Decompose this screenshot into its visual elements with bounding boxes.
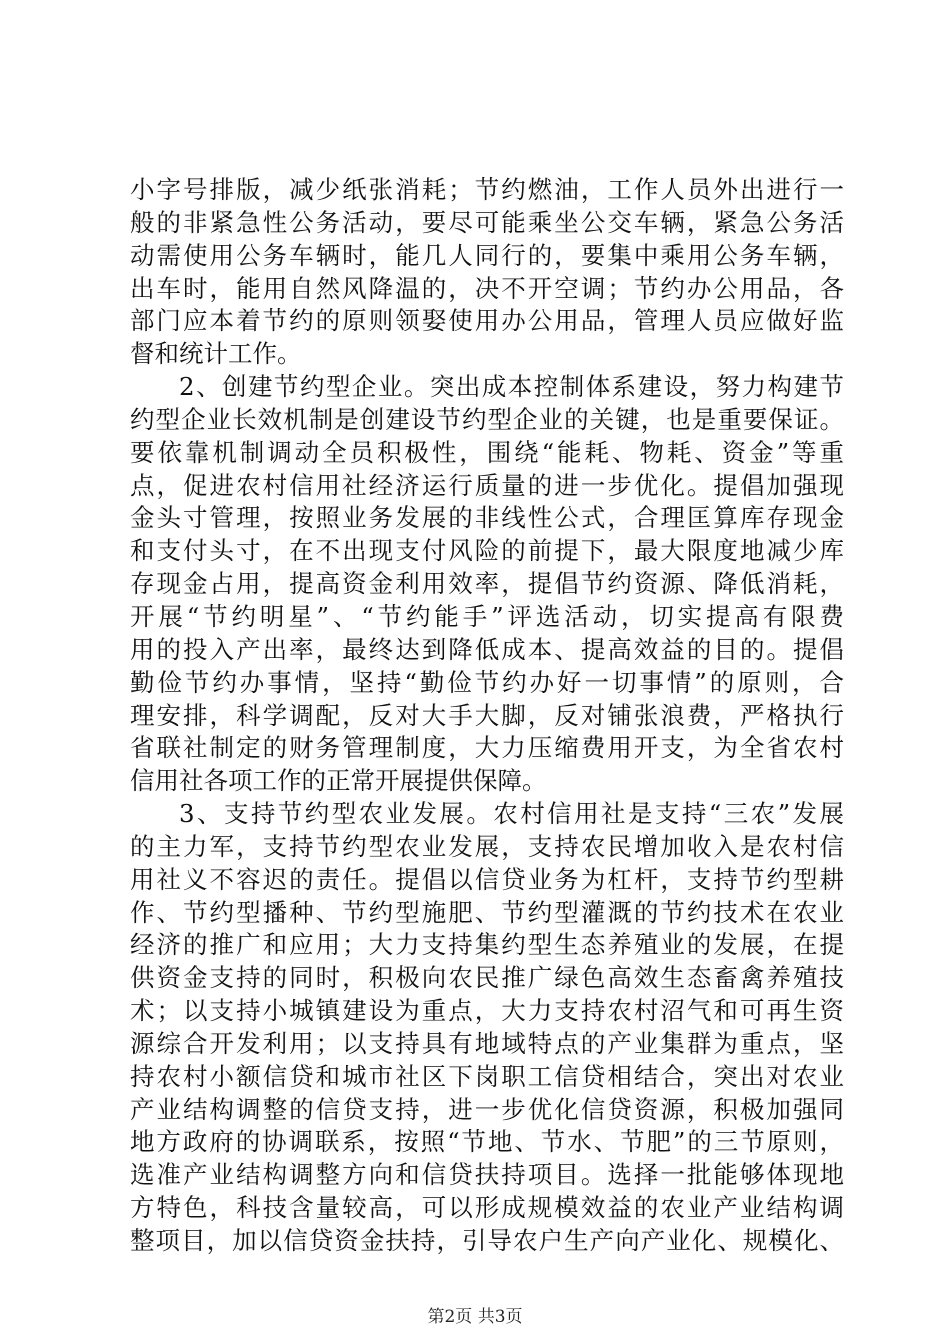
text-line: 和支付头寸，在不出现支付风险的前提下，最大限度地减少库 [130, 536, 844, 566]
text-line: 经济的推广和应用；大力支持集约型生态养殖业的发展，在提 [130, 930, 844, 960]
text-line: 持农村小额信贷和城市社区下岗职工信贷相结合，突出对农业 [130, 1061, 844, 1091]
text-line: 点，促进农村信用社经济运行质量的进一步优化。提倡加强现 [130, 470, 844, 500]
text-line: 的主力军，支持节约型农业发展，支持农民增加收入是农村信 [130, 831, 844, 861]
text-line: 部门应本着节约的原则领娶使用办公用品，管理人员应做好监 [130, 306, 844, 336]
text-line: 开展“节约明星”、“节约能手”评选活动，切实提高有限费 [130, 601, 844, 631]
text-line: 约型企业长效机制是创建设节约型企业的关键，也是重要保证。 [130, 404, 844, 434]
text-line: 方特色，科技含量较高，可以形成规模效益的农业产业结构调 [130, 1193, 844, 1223]
page-footer: 第2页 共3页 [427, 1307, 523, 1327]
text-line: 省联社制定的财务管理制度，大力压缩费用开支，为全省农村 [130, 733, 844, 763]
text-line: 般的非紧急性公务活动，要尽可能乘坐公交车辆，紧急公务活 [130, 207, 844, 237]
text-line: 作、节约型播种、节约型施肥、节约型灌溉的节约技术在农业 [130, 897, 844, 927]
text-line: 存现金占用，提高资金利用效率，提倡节约资源、降低消耗， [130, 569, 844, 599]
text-line: 供资金支持的同时，积极向农民推广绿色高效生态畜禽养殖技 [130, 963, 844, 993]
text-line: 理安排，科学调配，反对大手大脚，反对铺张浪费，严格执行 [130, 700, 844, 730]
text-line: 源综合开发利用；以支持具有地域特点的产业集群为重点，坚 [130, 1028, 844, 1058]
text-line: 督和统计工作。 [130, 339, 302, 369]
document-body [130, 174, 844, 1258]
text-line: 出车时，能用自然风降温的，决不开空调；节约办公用品，各 [130, 273, 844, 303]
text-line: 术；以支持小城镇建设为重点，大力支持农村沼气和可再生资 [130, 996, 844, 1026]
text-line: 小字号排版，减少纸张消耗；节约燃油，工作人员外出进行一 [130, 175, 844, 204]
text-line: 信用社各项工作的正常开展提供保障。 [130, 766, 547, 796]
text-line: 勤俭节约办事情，坚持“勤俭节约办好一切事情”的原则，合 [130, 667, 844, 697]
text-line: 选准产业结构调整方向和信贷扶持项目。选择一批能够体现地 [130, 1160, 844, 1190]
text-line: 2、创建节约型企业。突出成本控制体系建设，努力构建节 [179, 372, 844, 402]
text-line: 用的投入产出率，最终达到降低成本、提高效益的目的。提倡 [130, 634, 844, 664]
text-line: 要依靠机制调动全员积极性，围绕“能耗、物耗、资金”等重 [130, 437, 844, 467]
text-line: 动需使用公务车辆时，能几人同行的，要集中乘用公务车辆， [130, 240, 844, 270]
text-line: 3、支持节约型农业发展。农村信用社是支持“三农”发展 [179, 799, 844, 829]
text-line: 地方政府的协调联系，按照“节地、节水、节肥”的三节原则， [130, 1127, 844, 1157]
text-line: 金头寸管理，按照业务发展的非线性公式，合理匡算库存现金 [130, 503, 844, 533]
text-line: 产业结构调整的信贷支持，进一步优化信贷资源，积极加强同 [130, 1094, 844, 1124]
text-line: 整项目，加以信贷资金扶持，引导农户生产向产业化、规模化、 [130, 1226, 844, 1255]
text-line: 用社义不容迟的责任。提倡以信贷业务为杠杆，支持节约型耕 [130, 864, 844, 894]
